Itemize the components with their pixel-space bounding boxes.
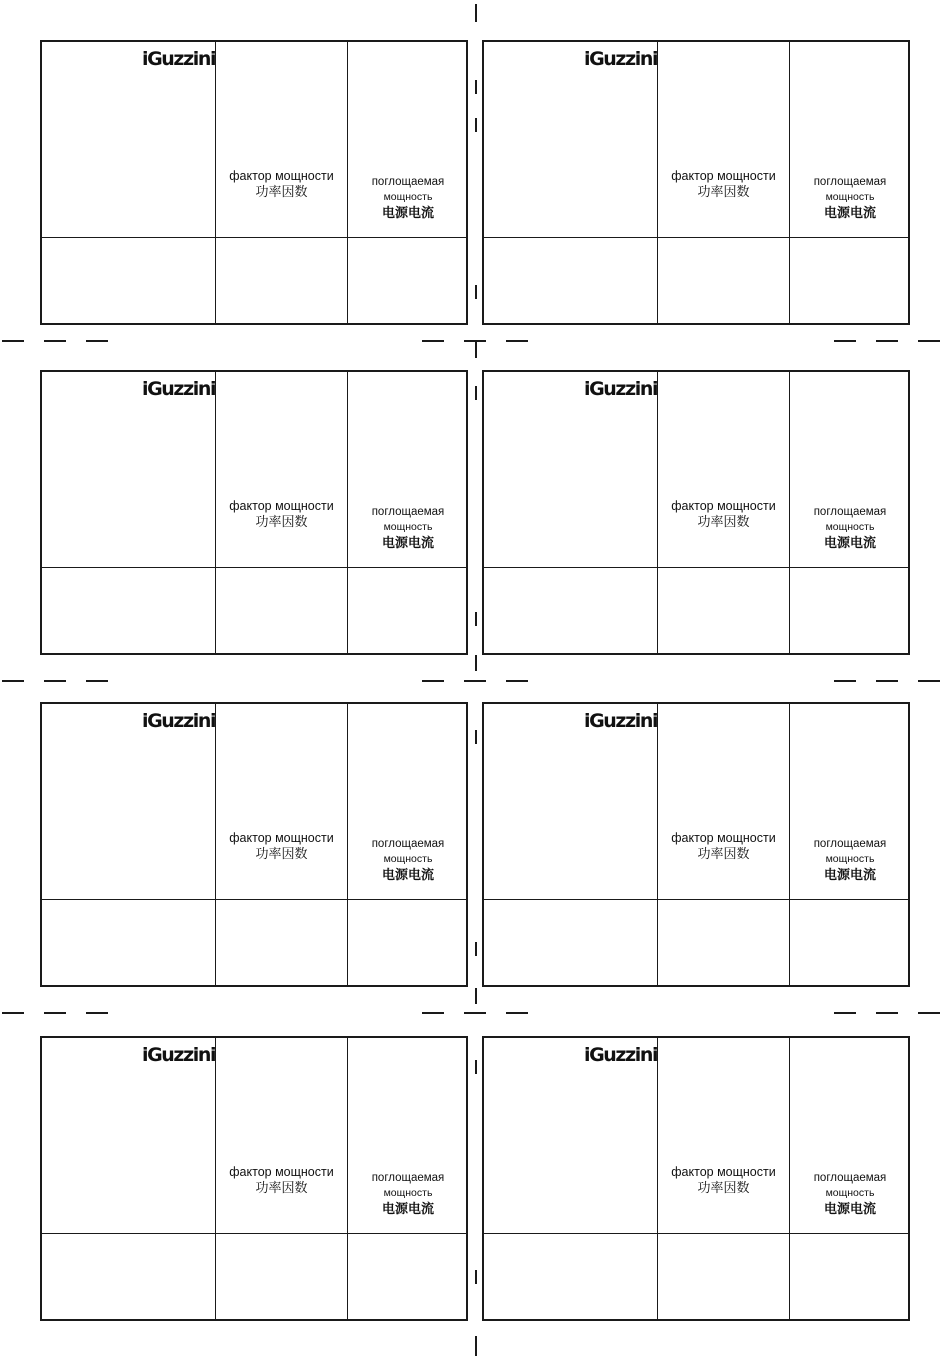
absorbed-power-heading xyxy=(790,175,910,221)
absorbed-power-heading xyxy=(348,837,468,883)
absorbed-power-label-ru-line2: мощность xyxy=(383,521,433,533)
crop-mark xyxy=(918,340,940,342)
label-card xyxy=(482,702,910,987)
label-card xyxy=(40,702,468,987)
power-factor-heading xyxy=(658,498,789,530)
crop-mark xyxy=(44,340,66,342)
label-card xyxy=(40,370,468,655)
crop-mark xyxy=(422,340,444,342)
power-factor-label-ru: фактор мощности xyxy=(229,169,334,183)
crop-mark xyxy=(834,1012,856,1014)
row-divider xyxy=(484,237,908,238)
crop-mark xyxy=(475,612,477,626)
crop-mark xyxy=(464,680,486,682)
brand-logo: iGuzzini xyxy=(584,378,658,400)
absorbed-power-label-cn: 电源电流 xyxy=(823,867,876,882)
brand-logo: iGuzzini xyxy=(142,48,216,70)
absorbed-power-label-cn: 电源电流 xyxy=(381,867,434,882)
crop-mark xyxy=(464,1012,486,1014)
power-factor-label-ru: фактор мощности xyxy=(671,831,776,845)
crop-mark xyxy=(475,1270,477,1284)
crop-mark xyxy=(2,340,24,342)
absorbed-power-label-ru-line2: мощность xyxy=(825,191,875,203)
crop-mark xyxy=(2,1012,24,1014)
absorbed-power-label-ru-line1: поглощаемая xyxy=(813,176,887,188)
brand-logo: iGuzzini xyxy=(584,48,658,70)
absorbed-power-label-ru-line1: поглощаемая xyxy=(371,506,445,518)
crop-mark xyxy=(475,4,477,22)
label-card xyxy=(40,40,468,325)
absorbed-power-label-ru-line2: мощность xyxy=(825,521,875,533)
crop-mark xyxy=(918,1012,940,1014)
label-card xyxy=(482,40,910,325)
power-factor-heading xyxy=(216,1164,347,1196)
absorbed-power-label-ru-line2: мощность xyxy=(383,1187,433,1199)
crop-mark xyxy=(422,1012,444,1014)
crop-mark xyxy=(918,680,940,682)
crop-mark xyxy=(475,655,477,671)
absorbed-power-label-ru-line1: поглощаемая xyxy=(813,838,887,850)
absorbed-power-heading xyxy=(348,1171,468,1217)
absorbed-power-heading xyxy=(790,1171,910,1217)
power-factor-heading xyxy=(216,168,347,200)
power-factor-label-ru: фактор мощности xyxy=(671,169,776,183)
absorbed-power-heading xyxy=(790,505,910,551)
power-factor-label-ru: фактор мощности xyxy=(229,1165,334,1179)
crop-mark xyxy=(44,1012,66,1014)
crop-mark xyxy=(506,680,528,682)
crop-mark xyxy=(475,342,477,358)
power-factor-heading xyxy=(658,830,789,862)
crop-mark xyxy=(506,340,528,342)
row-divider xyxy=(42,1233,466,1234)
crop-mark xyxy=(876,340,898,342)
crop-mark xyxy=(464,340,486,342)
crop-mark xyxy=(834,680,856,682)
power-factor-label-cn: 功率因数 xyxy=(255,184,308,199)
label-card xyxy=(40,1036,468,1321)
absorbed-power-heading xyxy=(790,837,910,883)
absorbed-power-label-cn: 电源电流 xyxy=(823,535,876,550)
absorbed-power-label-cn: 电源电流 xyxy=(381,535,434,550)
label-card xyxy=(482,370,910,655)
label-card xyxy=(482,1036,910,1321)
absorbed-power-heading xyxy=(348,505,468,551)
absorbed-power-label-ru-line1: поглощаемая xyxy=(371,838,445,850)
crop-mark xyxy=(422,680,444,682)
power-factor-label-cn: 功率因数 xyxy=(697,514,750,529)
absorbed-power-label-ru-line2: мощность xyxy=(825,1187,875,1199)
power-factor-heading xyxy=(658,168,789,200)
power-factor-heading xyxy=(658,1164,789,1196)
crop-mark xyxy=(44,680,66,682)
absorbed-power-label-ru-line2: мощность xyxy=(383,853,433,865)
crop-mark xyxy=(475,730,477,744)
row-divider xyxy=(42,899,466,900)
absorbed-power-label-ru-line1: поглощаемая xyxy=(813,1172,887,1184)
power-factor-heading xyxy=(216,498,347,530)
power-factor-label-ru: фактор мощности xyxy=(671,499,776,513)
power-factor-label-ru: фактор мощности xyxy=(671,1165,776,1179)
absorbed-power-label-ru-line1: поглощаемая xyxy=(813,506,887,518)
crop-mark xyxy=(475,285,477,299)
absorbed-power-label-ru-line2: мощность xyxy=(383,191,433,203)
brand-logo: iGuzzini xyxy=(142,1044,216,1066)
row-divider xyxy=(42,567,466,568)
absorbed-power-label-ru-line1: поглощаемая xyxy=(371,176,445,188)
power-factor-label-cn: 功率因数 xyxy=(697,1180,750,1195)
power-factor-label-cn: 功率因数 xyxy=(255,846,308,861)
power-factor-label-ru: фактор мощности xyxy=(229,831,334,845)
power-factor-label-cn: 功率因数 xyxy=(255,1180,308,1195)
absorbed-power-label-cn: 电源电流 xyxy=(823,1201,876,1216)
power-factor-label-ru: фактор мощности xyxy=(229,499,334,513)
absorbed-power-label-cn: 电源电流 xyxy=(823,205,876,220)
crop-mark xyxy=(475,1060,477,1074)
crop-mark xyxy=(475,942,477,956)
crop-mark xyxy=(876,680,898,682)
crop-mark xyxy=(86,340,108,342)
brand-logo: iGuzzini xyxy=(142,710,216,732)
crop-mark xyxy=(475,118,477,132)
crop-mark xyxy=(475,386,477,400)
crop-mark xyxy=(475,80,477,94)
absorbed-power-heading xyxy=(348,175,468,221)
power-factor-label-cn: 功率因数 xyxy=(697,184,750,199)
brand-logo: iGuzzini xyxy=(584,710,658,732)
crop-mark xyxy=(876,1012,898,1014)
power-factor-label-cn: 功率因数 xyxy=(255,514,308,529)
brand-logo: iGuzzini xyxy=(584,1044,658,1066)
row-divider xyxy=(484,899,908,900)
crop-mark xyxy=(86,680,108,682)
absorbed-power-label-ru-line2: мощность xyxy=(825,853,875,865)
crop-mark xyxy=(475,988,477,1004)
absorbed-power-label-cn: 电源电流 xyxy=(381,205,434,220)
row-divider xyxy=(484,567,908,568)
crop-mark xyxy=(506,1012,528,1014)
row-divider xyxy=(484,1233,908,1234)
crop-mark xyxy=(475,1336,477,1356)
crop-mark xyxy=(834,340,856,342)
brand-logo: iGuzzini xyxy=(142,378,216,400)
power-factor-heading xyxy=(216,830,347,862)
row-divider xyxy=(42,237,466,238)
absorbed-power-label-ru-line1: поглощаемая xyxy=(371,1172,445,1184)
power-factor-label-cn: 功率因数 xyxy=(697,846,750,861)
crop-mark xyxy=(2,680,24,682)
crop-mark xyxy=(86,1012,108,1014)
absorbed-power-label-cn: 电源电流 xyxy=(381,1201,434,1216)
